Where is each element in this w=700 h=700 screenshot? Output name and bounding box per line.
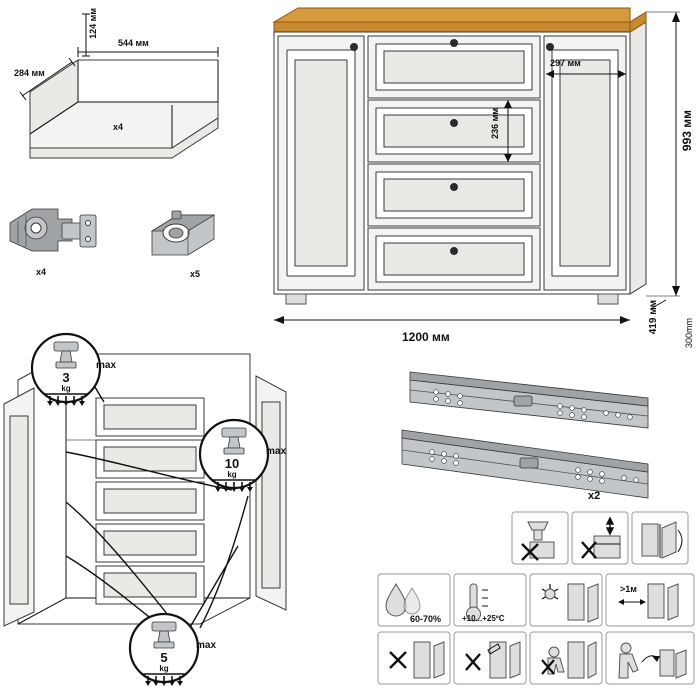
load-diagram (0, 320, 300, 700)
svg-text:10: 10 (224, 456, 240, 471)
slides-qty: x2 (588, 490, 601, 502)
cabinet-depth-dim: 419 мм (648, 300, 659, 335)
hardware-figures (0, 195, 250, 285)
top-load-max-label: max (96, 360, 117, 371)
svg-text:kg: kg (227, 470, 237, 479)
cabinet-figure (262, 0, 700, 360)
cabinet-width-dim: 1200 мм (402, 330, 450, 344)
svg-text:kg: kg (159, 664, 169, 673)
side-scale-label: 300mm (684, 318, 694, 349)
svg-text:x4: x4 (36, 267, 47, 277)
door-width-dim: 297 мм (550, 58, 581, 68)
slides-figure (392, 360, 682, 510)
care-icon-grid (378, 512, 696, 692)
drawer-load-max-label: max (196, 640, 217, 651)
svg-text:x5: x5 (190, 269, 201, 279)
svg-text:kg: kg (61, 384, 71, 393)
drawer-part-figure (0, 0, 250, 190)
drawer-depth-dim: 284 мм (14, 68, 45, 78)
drawer-width-dim: 544 мм (118, 38, 149, 48)
shelf-load-max-label: max (266, 446, 287, 457)
svg-text:3: 3 (62, 370, 70, 385)
drawer-height-dim: 124 мм (88, 8, 98, 39)
cabinet-height-dim: 993 мм (680, 110, 694, 152)
svg-text:>1м: >1м (620, 584, 637, 594)
svg-text:x4: x4 (112, 122, 124, 132)
svg-text:5: 5 (160, 650, 168, 665)
humidity-label: 60-70% (410, 614, 442, 624)
drawer-height-dim-cabinet: 236 мм (490, 108, 500, 139)
temperature-label: +10...+25ºC (462, 614, 505, 623)
